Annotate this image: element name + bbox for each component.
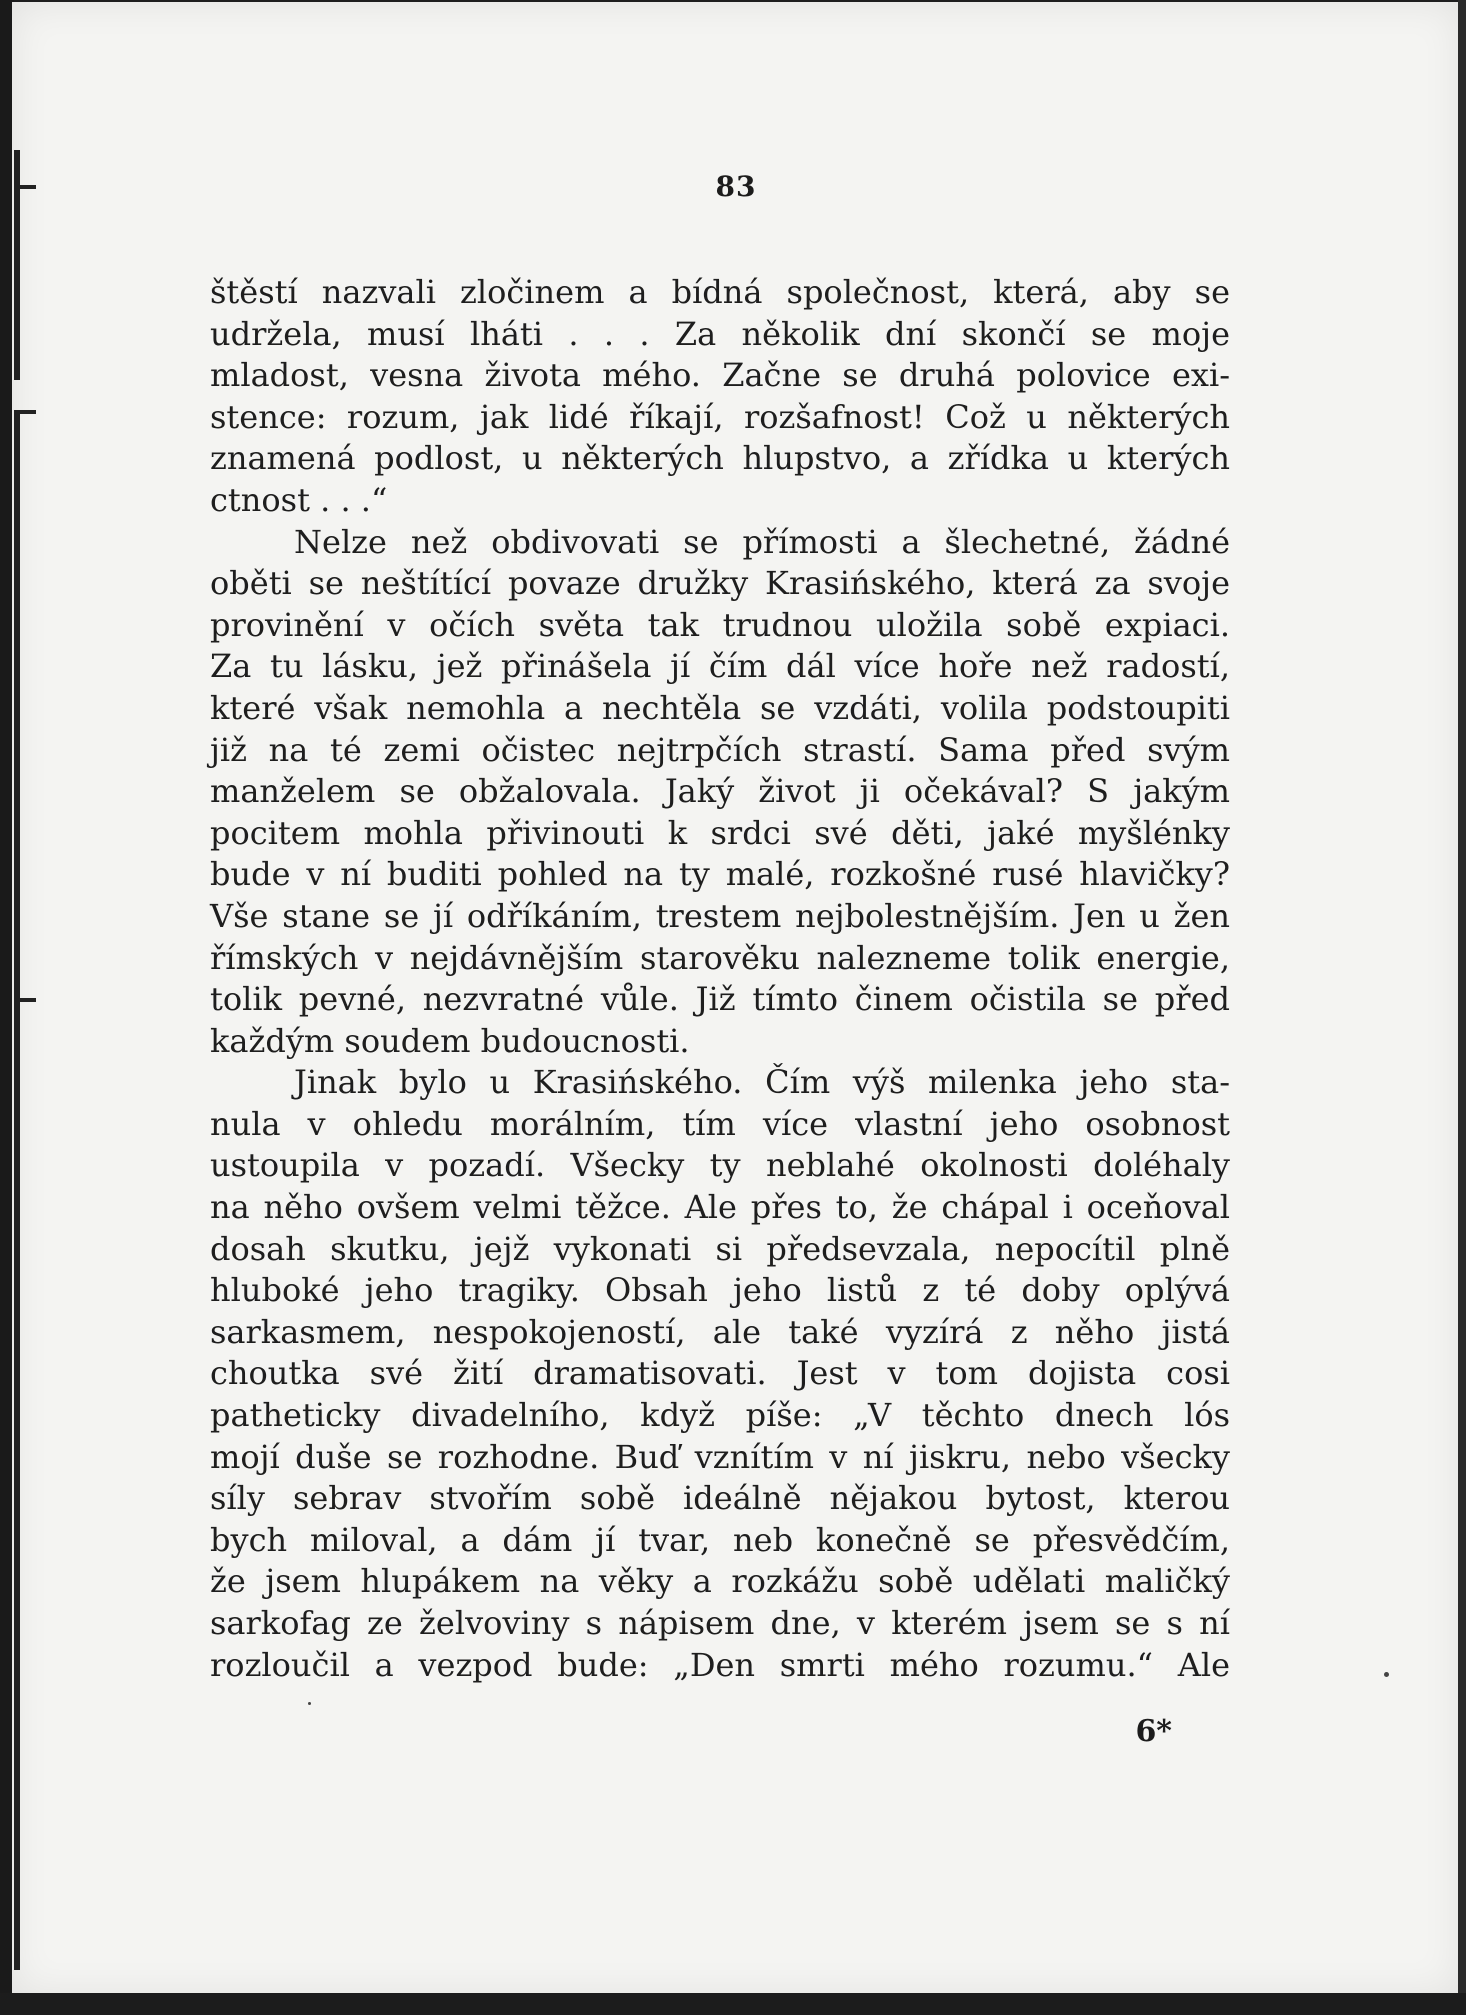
text-line: mojí duše se rozhodne. Buď vznítím v ní jiskru, nebo všecky [210,1437,1230,1476]
text-line: stence: rozum, jak lidé říkají, rozšafnost! Což u některých [210,397,1230,436]
text-line: sarkofag ze želvoviny s nápisem dne, v kterém jsem se s ní [210,1604,1230,1642]
text-line: manželem se obžalovala. Jaký život ji očekával? S jakým [210,772,1230,811]
text-line: oběti se neštítící povaze družky Krasińského, která za svoje [210,564,1230,603]
scan-bottom-edge [0,1993,1466,2015]
text-line: Jinak bylo u Krasińského. Čím výš milenka jeho sta- [294,1063,1230,1102]
text-line: bude v ní buditi pohled na ty malé, rozkošné rusé hlavičky? [210,855,1230,894]
page-number: 83 [715,170,757,203]
text-line: patheticky divadelního, když píše: „V těchto dnech lós [210,1396,1230,1435]
binding-shadow [14,410,20,1970]
text-line: rozloučil a vezpod bude: „Den smrti mého rozumu.“ Ale [210,1645,1230,1684]
text-line: dosah skutku, jejž vykonati si předsevzala, nepocítil plně [210,1229,1230,1268]
text-line: choutka své žití dramatisovati. Jest v tom dojista cosi [210,1354,1230,1393]
ink-speck [1384,1672,1389,1677]
text-line: Za tu lásku, jež přinášela jí čím dál více hoře než radostí, [210,647,1230,686]
scan-right-edge [1458,0,1466,2015]
text-line: již na té zemi očistec nejtrpčích strastí. Sama před svým [210,730,1230,769]
text-line: nula v ohledu morálním, tím více vlastní jeho osobnost [210,1104,1230,1143]
body-text [210,272,1230,1686]
text-line: ustoupila v pozadí. Všecky ty neblahé okolnosti doléhaly [210,1146,1230,1185]
binding-tick [14,185,36,189]
text-line: síly sebrav stvořím sobě ideálně nějakou bytost, kterou [210,1479,1230,1518]
text-line: pocitem mohla přivinouti k srdci své děti, jaké myšlénky [210,813,1230,852]
text-line: každým soudem budoucnosti. [210,1021,690,1060]
text-line: hluboké jeho tragiky. Obsah jeho listů z té doby oplývá [210,1271,1230,1310]
text-line: ctnost . . .“ [210,480,388,519]
text-line: že jsem hlupákem na věky a rozkážu sobě udělati maličký [210,1562,1230,1601]
text-line: mladost, vesna života mého. Začne se druhá polovice exi- [210,356,1230,395]
text-line: znamená podlost, u některých hlupstvo, a zřídka u kterých [210,439,1230,478]
text-line: tolik pevné, nezvratné vůle. Již tímto činem očistila se před [210,980,1230,1019]
text-line: udržela, musí lháti . . . Za několik dní skončí se moje [210,314,1230,353]
ink-speck [308,1702,311,1705]
text-line: římských v nejdávnějším starověku nalezneme tolik energie, [210,938,1230,977]
book-page [12,2,1460,1995]
text-line: na něho ovšem velmi těžce. Ale přes to, že chápal i oceňoval [210,1188,1230,1227]
printer-signature-mark: 6* [1135,1714,1172,1749]
binding-tick [14,998,36,1002]
binding-tick [14,410,36,414]
text-line: které však nemohla a nechtěla se vzdáti, volila podstoupiti [210,688,1230,727]
text-line: Vše stane se jí odříkáním, trestem nejbolestnějším. Jen u žen [210,896,1230,935]
text-line: Nelze než obdivovati se přímosti a šlechetné, žádné [294,522,1230,561]
text-line: štěstí nazvali zločinem a bídná společnost, která, aby se [210,273,1230,311]
text-line: provinění v očích světa tak trudnou uložila sobě expiaci. [210,605,1230,644]
text-line: sarkasmem, nespokojeností, ale také vyzírá z něho jistá [210,1312,1230,1351]
text-line: bych miloval, a dám jí tvar, neb konečně se přesvědčím, [210,1520,1230,1559]
